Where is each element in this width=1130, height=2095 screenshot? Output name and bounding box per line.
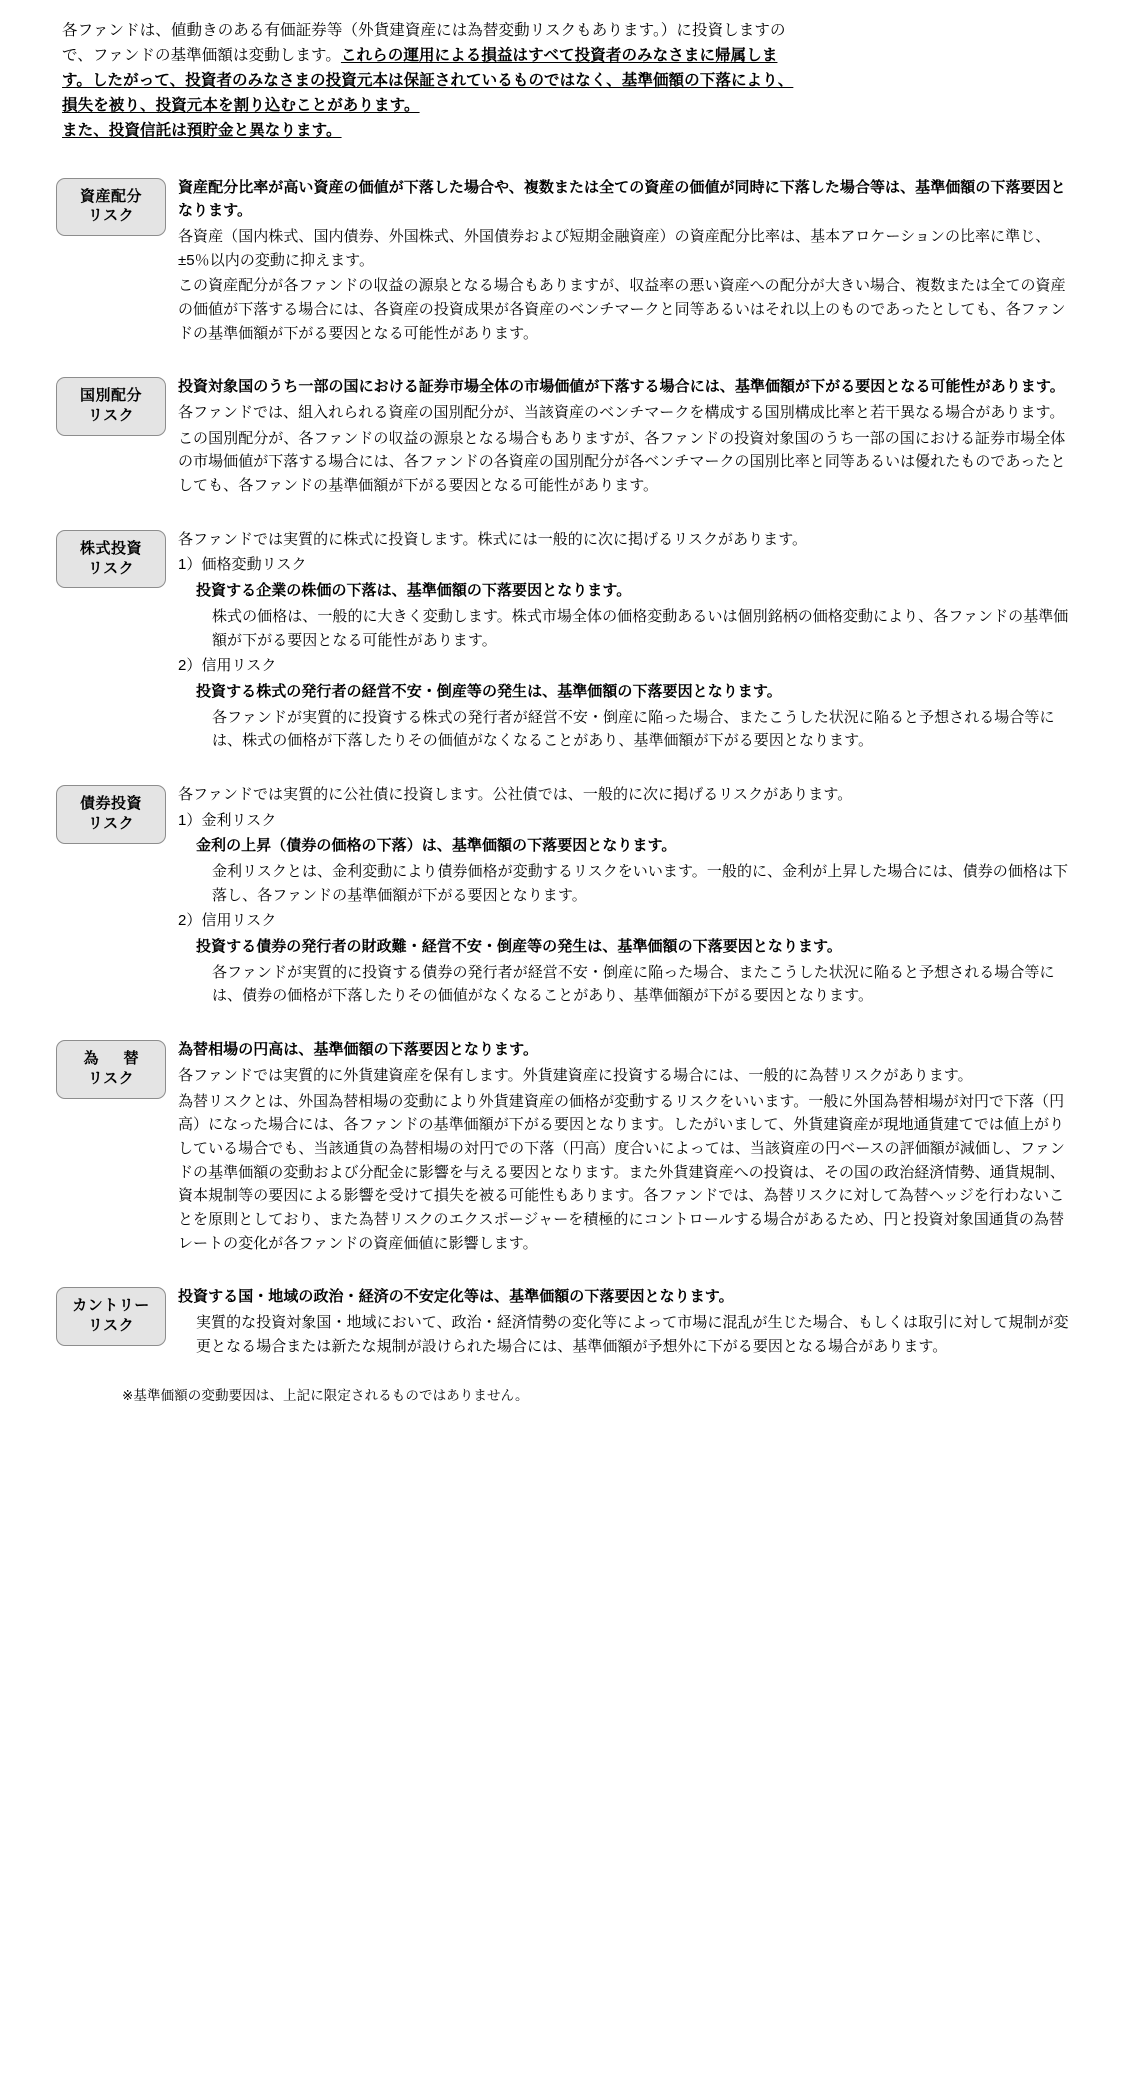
intro-paragraph <box>56 18 1074 144</box>
intro-text: これらの運用による損益はすべて投資者のみなさまに帰属しま <box>340 47 778 65</box>
risk-paragraph: この資産配分が各ファンドの収益の源泉となる場合もありますが、収益率の悪い資産への配分が大きい場合、複数または全ての資産の価値が下落する場合には、各資産の投資成果が各資産のベンチマークと同等あるいはそれ以上のものであったとしても、各ファンドの基準価額が下がる要因となる可能性があります。 <box>178 277 1066 342</box>
risk-list <box>56 174 1074 1361</box>
intro-text: また、投資信託は預貯金と異なります。 <box>62 122 342 140</box>
risk-paragraph: 金利の上昇（債券の価格の下落）は、基準価額の下落要因となります。 <box>196 837 677 855</box>
intro-text: で、ファンドの基準価額は変動します。 <box>62 47 341 65</box>
risk-paragraph: 為替相場の円高は、基準価額の下落要因となります。 <box>178 1041 539 1059</box>
risk-paragraph: 2）信用リスク <box>178 912 277 930</box>
risk-tag-line2: リスク <box>87 1069 135 1087</box>
risk-paragraph: 2）信用リスク <box>178 657 277 675</box>
risk-tag <box>56 530 166 589</box>
risk-tag-line2: リスク <box>87 814 135 832</box>
risk-tag-line2: リスク <box>87 407 135 425</box>
intro-text: 各ファンドは、値動きのある有価証券等（外貨建資産には為替変動リスクもあります。）に投資しますの <box>62 22 786 39</box>
risk-tag-column <box>56 781 178 844</box>
risk-paragraph: 投資する債券の発行者の財政難・経営不安・倒産等の発生は、基準価額の下落要因となります。 <box>196 938 842 956</box>
risk-paragraph: 投資する株式の発行者の経営不安・倒産等の発生は、基準価額の下落要因となります。 <box>196 682 782 700</box>
risk-tag <box>56 178 166 237</box>
risk-tag-column <box>56 526 178 589</box>
intro-line <box>62 118 1068 143</box>
intro-line <box>62 18 1068 43</box>
risk-paragraph: 実質的な投資対象国・地域において、政治・経済情勢の変化等によって市場に混乱が生じた場合、もしくは取引に対して規制が変更となる場合または新たな規制が設けられた場合には、基準価額が予想外に下がる要因となる場合があります。 <box>196 1314 1069 1355</box>
risk-paragraph: 投資する国・地域の政治・経済の不安定化等は、基準価額の下落要因となります。 <box>178 1288 734 1306</box>
risk-tag <box>56 1040 166 1099</box>
risk-block <box>56 1283 1074 1360</box>
risk-body <box>178 781 1074 1010</box>
risk-paragraph: この国別配分が、各ファンドの収益の源泉となる場合もありますが、各ファンドの投資対象国のうち一部の国における証券市場全体の市場価値が下落する場合には、各ファンドの各資産の国別配分が各ベンチマークの国別比率と同等あるいは優れたものであったとしても、各ファンドの基準価額が下がる要因となる可能性があります。 <box>178 429 1066 495</box>
risk-body <box>178 373 1074 499</box>
risk-tag-line1: 国別配分 <box>79 387 142 405</box>
risk-tag <box>56 785 166 844</box>
risk-tag-line1: 株式投資 <box>79 539 142 557</box>
risk-block <box>56 373 1074 499</box>
risk-body <box>178 1036 1074 1257</box>
risk-paragraph: 金利リスクとは、金利変動により債券価格が変動するリスクをいいます。一般的に、金利が上昇した場合には、債券の価格は下落し、各ファンドの基準価額が下がる要因となります。 <box>212 863 1069 904</box>
risk-tag-line2: リスク <box>87 207 135 225</box>
intro-line <box>62 93 1068 118</box>
risk-paragraph: 各ファンドでは、組入れられる資産の国別配分が、当該資産のベンチマークを構成する国別構成比率と若干異なる場合があります。 <box>178 404 1065 422</box>
footnote: ※基準価額の変動要因は、上記に限定されるものではありません。 <box>122 1388 529 1404</box>
risk-paragraph: 1）価格変動リスク <box>178 556 307 574</box>
risk-tag-line1: カントリー <box>72 1297 150 1315</box>
risk-tag-line1: 債券投資 <box>79 794 142 812</box>
risk-paragraph: 各ファンドでは実質的に公社債に投資します。公社債では、一般的に次に掲げるリスクがあります。 <box>178 785 853 803</box>
risk-tag-column <box>56 1283 178 1346</box>
risk-tag-line2: リスク <box>87 1317 135 1335</box>
risk-tag-column <box>56 174 178 237</box>
risk-body <box>178 1283 1074 1360</box>
risk-paragraph: 各ファンドでは実質的に株式に投資します。株式には一般的に次に掲げるリスクがあります。 <box>178 530 808 548</box>
risk-paragraph: 各ファンドが実質的に投資する株式の発行者が経営不安・倒産に陥った場合、またこうした状況に陥ると予想される場合等には、株式の価格が下落したりその価値がなくなることがあり、基準価額が下がる要因となります。 <box>212 708 1055 750</box>
intro-text: す。したがって、投資者のみなさまの投資元本は保証されているものではなく、基準価額の下落により、 <box>62 72 794 90</box>
risk-tag-line1: 資産配分 <box>79 187 142 205</box>
risk-tag <box>56 1287 166 1346</box>
risk-tag <box>56 377 166 436</box>
intro-text: 損失を被り、投資元本を割り込むことがあります。 <box>62 97 420 115</box>
risk-paragraph: 投資する企業の株価の下落は、基準価額の下落要因となります。 <box>196 582 632 600</box>
risk-block <box>56 526 1074 755</box>
risk-paragraph: 1）金利リスク <box>178 811 277 829</box>
risk-tag-line2: リスク <box>87 559 135 577</box>
risk-block <box>56 1036 1074 1257</box>
intro-line <box>62 68 1068 93</box>
risk-body <box>178 526 1074 755</box>
risk-paragraph: 投資対象国のうち一部の国における証券市場全体の市場価値が下落する場合には、基準価額が下がる要因となる可能性があります。 <box>178 378 1065 396</box>
risk-paragraph: 各ファンドが実質的に投資する債券の発行者が経営不安・倒産に陥った場合、またこうした状況に陥ると予想される場合等には、債券の価格が下落したりその価値がなくなることがあり、基準価額が下がる要因となります。 <box>212 963 1055 1005</box>
risk-paragraph: 資産配分比率が高い資産の価値が下落した場合や、複数または全ての資産の価値が同時に下落した場合等は、基準価額の下落要因となります。 <box>178 178 1066 220</box>
risk-block <box>56 781 1074 1010</box>
risk-paragraph: 各ファンドでは実質的に外貨建資産を保有します。外貨建資産に投資する場合には、一般的に為替リスクがあります。 <box>178 1066 973 1084</box>
risk-paragraph: 株式の価格は、一般的に大きく変動します。株式市場全体の価格変動あるいは個別銘柄の価格変動により、各ファンドの基準価額が下がる要因となる可能性があります。 <box>212 607 1069 649</box>
risk-tag-column <box>56 1036 178 1099</box>
risk-body <box>178 174 1074 348</box>
risk-tag-line1: 為 替 <box>83 1050 144 1068</box>
risk-paragraph: 為替リスクとは、外国為替相場の変動により外貨建資産の価格が変動するリスクをいいます。一般に外国為替相場が対円で下落（円高）になった場合には、各ファンドの基準価額が下がる要因となります。したがいまして、外貨建資産が現地通貨建てでは値上がりしている場合でも、当該通貨の為替相場の対円での下落（円高）度合いによっては、当該資産の円ベースの評価額が減価し、ファンドの基準価額の変動および分配金に影響を与える要因となります。また外貨建資産への投資は、その国の政治経済情勢、通貨規制、資本規制等の要因による影響を受けて損失を被る可能性もあります。各ファンドでは、為替リスクに対して為替ヘッジを行わないことを原則としており、また為替リスクのエクスポージャーを積極的にコントロールする場合があるため、円と投資対象国通貨の為替レートの変化が各ファンドの資産価値に影響します。 <box>178 1092 1065 1252</box>
risk-block <box>56 174 1074 348</box>
risk-tag-column <box>56 373 178 436</box>
intro-line <box>62 43 1068 68</box>
risk-paragraph: 各資産（国内株式、国内債券、外国株式、外国債券および短期金融資産）の資産配分比率は、基本アロケーションの比率に準じ、±5％以内の変動に抑えます。 <box>178 227 1051 269</box>
